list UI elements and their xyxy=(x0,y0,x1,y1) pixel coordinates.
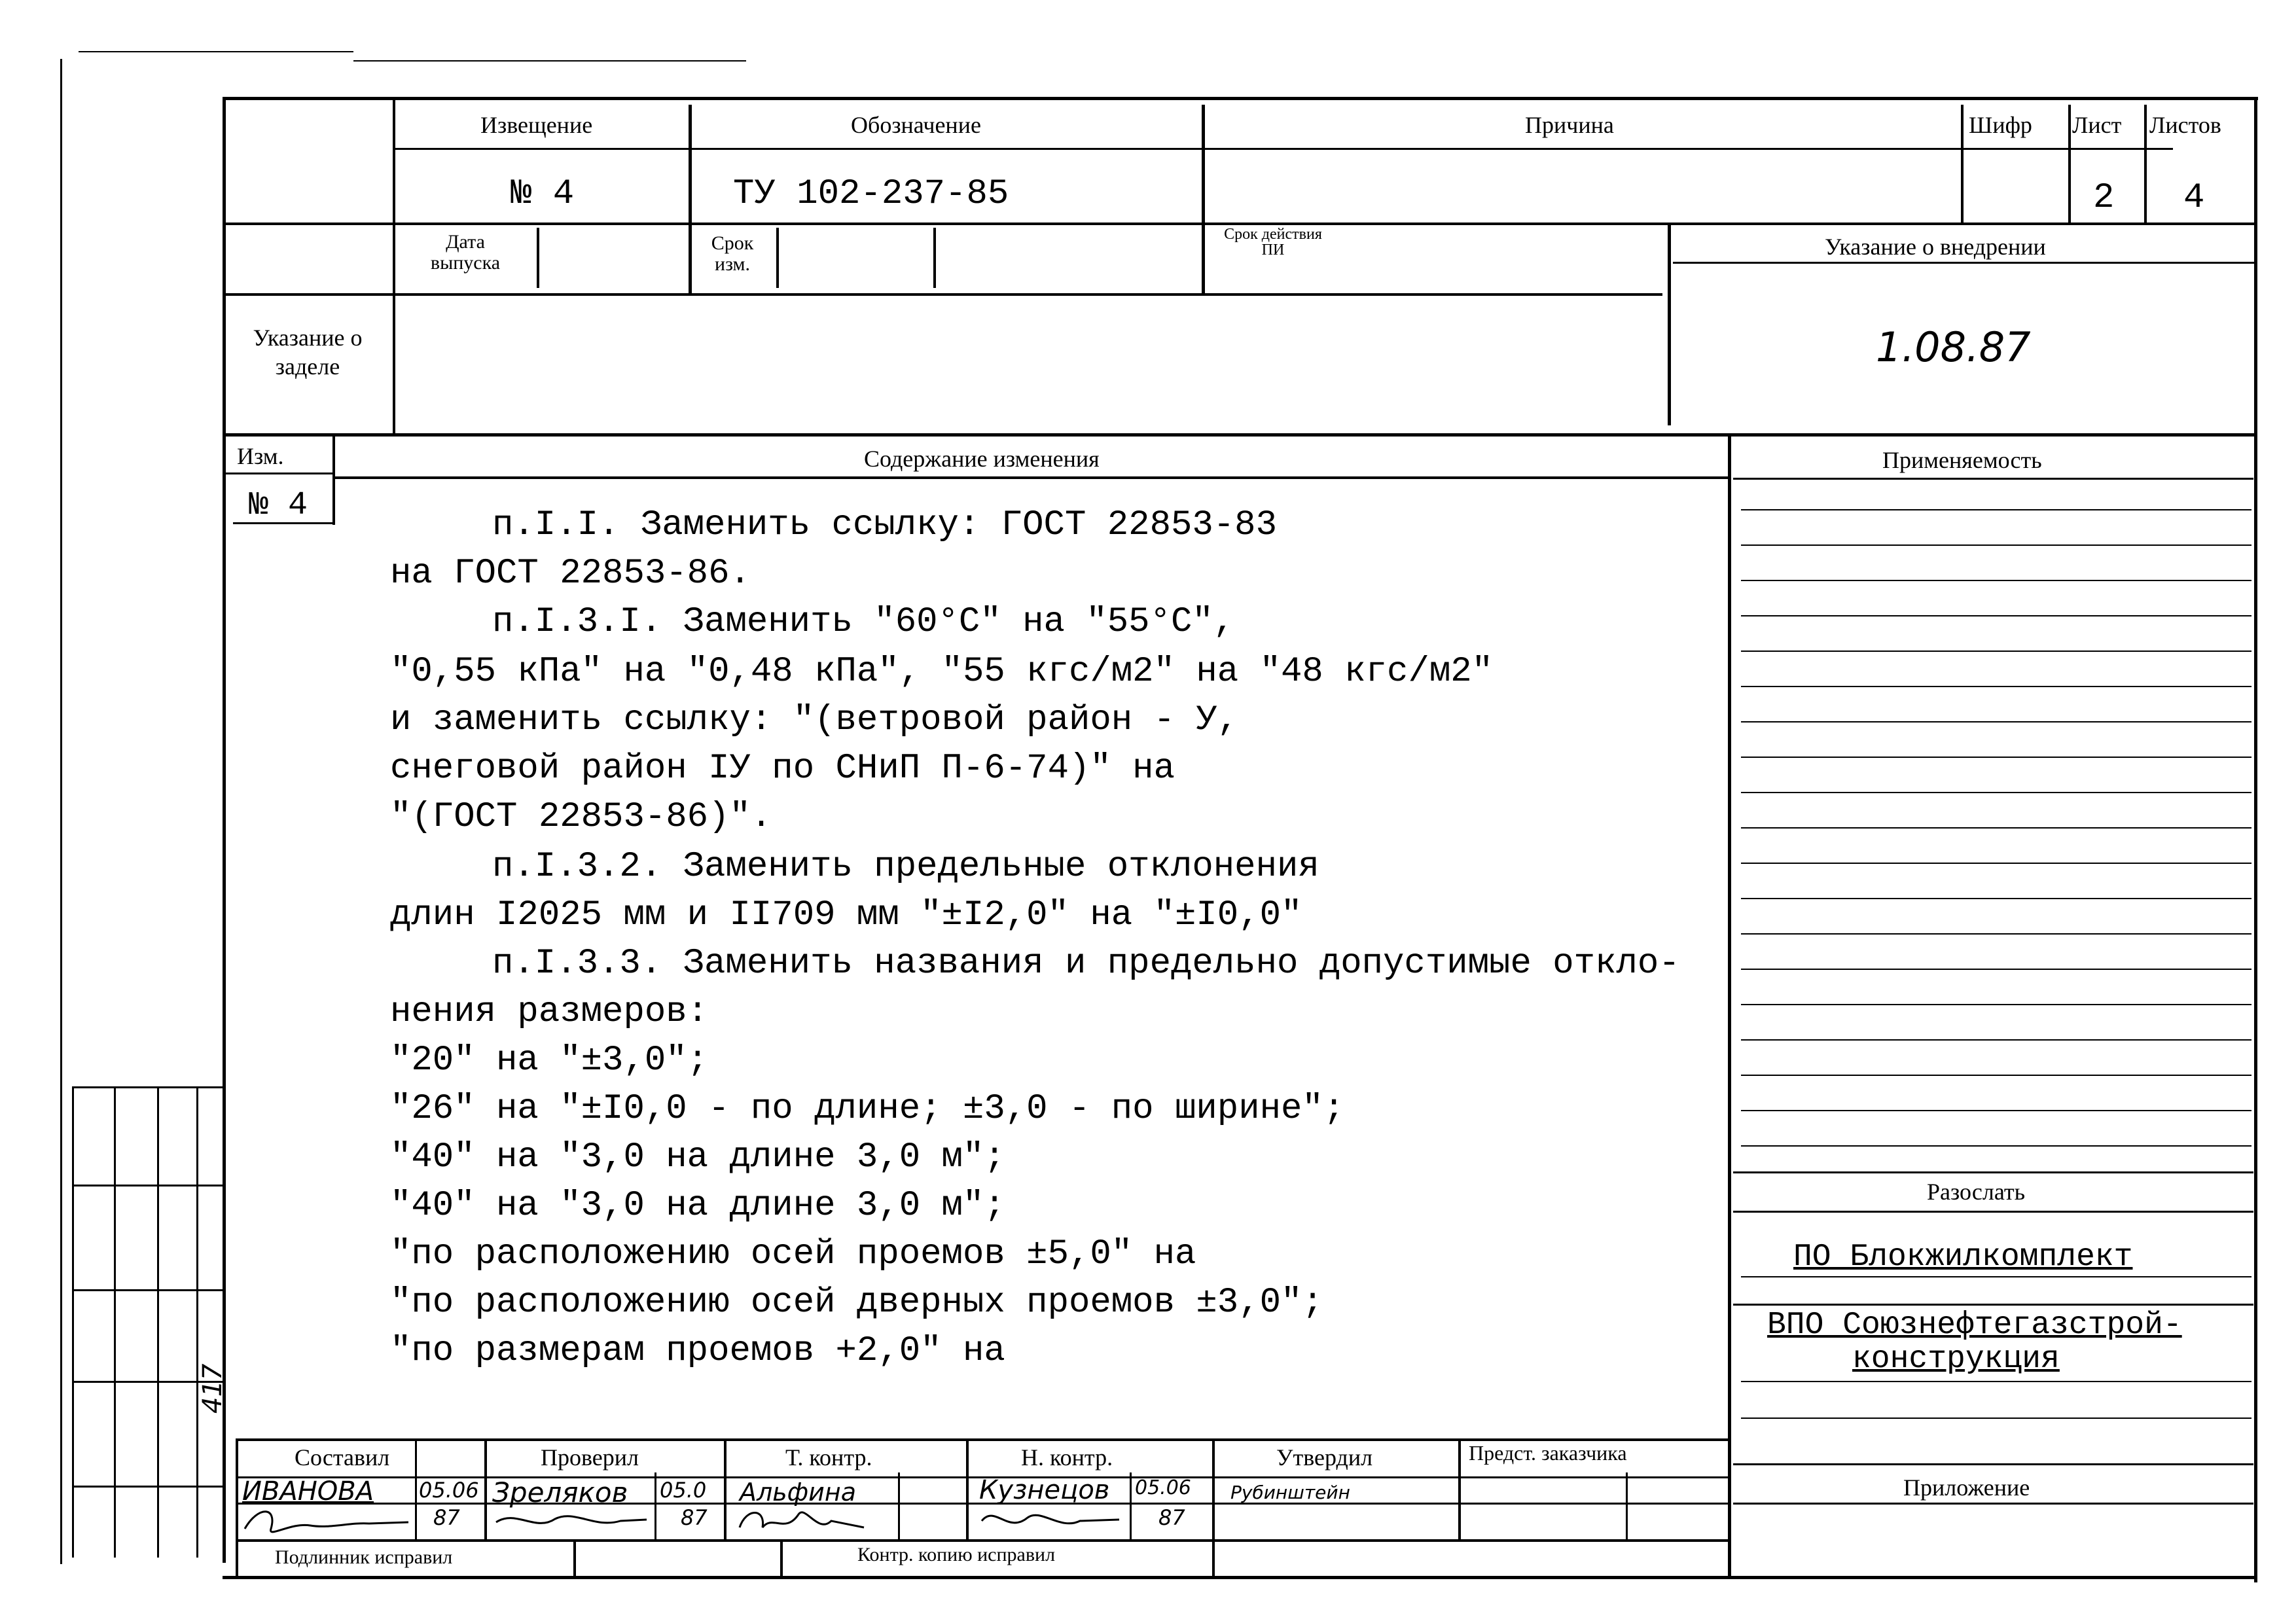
original-corrected-label: Подлинник исправил xyxy=(275,1546,453,1568)
footer-col xyxy=(484,1440,487,1539)
applicability-grid xyxy=(1741,933,2251,935)
recipient: ВПО Союзнефтегазстрой- xyxy=(1767,1308,2182,1343)
ncontrol-label: Н. контр. xyxy=(1021,1444,1113,1471)
change-text-line: п.I.3.2. Заменить предельные отклонения xyxy=(492,847,1319,887)
applicability-grid xyxy=(1733,1171,2253,1173)
frame-left xyxy=(223,97,226,1563)
send-label: Разослать xyxy=(1927,1179,2026,1205)
applicability-grid xyxy=(1741,509,2251,510)
recipient: конструкция xyxy=(1852,1342,2060,1377)
applicability-grid xyxy=(1741,1110,2251,1111)
attachment-label: Приложение xyxy=(1903,1474,2030,1501)
header-divider xyxy=(223,433,2257,437)
footer-col xyxy=(1212,1440,1215,1576)
change-term-label: Срок изм. xyxy=(711,232,754,275)
footer-col xyxy=(966,1440,969,1539)
footer-col xyxy=(1130,1472,1132,1539)
applicability-grid xyxy=(1741,1039,2251,1041)
footer-col xyxy=(898,1472,900,1539)
header-col xyxy=(537,228,539,288)
reason-label: Причина xyxy=(1525,112,1614,138)
frame-right xyxy=(2254,97,2257,1582)
change-text-line: "0,55 кПа" на "0,48 кПа", "55 кгс/м2" на "48 кгс/м2" xyxy=(390,652,1494,692)
header-col xyxy=(689,105,692,296)
applicability-grid xyxy=(1741,1276,2251,1277)
ncontrol-name: Кузнецов xyxy=(979,1475,1110,1505)
top-edge-line xyxy=(353,60,746,62)
applicability-grid xyxy=(1741,827,2251,829)
signature-compiled xyxy=(238,1503,415,1542)
change-text-line: на ГОСТ 22853-86. xyxy=(390,554,751,594)
change-text-line: "по расположению осей проемов ±5,0" на xyxy=(390,1234,1196,1274)
footer-col xyxy=(724,1440,726,1539)
checked-name: Зреляков xyxy=(492,1476,628,1508)
applicability-grid xyxy=(1741,1418,2251,1419)
header-divider xyxy=(223,293,1662,296)
header-col xyxy=(1668,223,1671,425)
checked-date: 05.0 xyxy=(660,1478,707,1503)
backlog-label: Указание о заделе xyxy=(253,325,363,380)
change-text-line: "(ГОСТ 22853-86)". xyxy=(390,797,772,837)
header-col xyxy=(2068,105,2071,223)
checked-date: 87 xyxy=(681,1505,708,1530)
sheet-value: 2 xyxy=(2093,178,2115,218)
applicability-grid xyxy=(1733,1463,2253,1465)
signature-ncontrol xyxy=(975,1501,1126,1541)
frame-top xyxy=(223,97,2258,100)
applicability-grid xyxy=(1741,721,2251,722)
header-col xyxy=(933,228,936,288)
change-text-line: п.I.3.I. Заменить "60°С" на "55°С", xyxy=(492,602,1235,642)
header-divider xyxy=(393,148,2173,150)
body-col xyxy=(332,433,335,525)
applicability-grid xyxy=(1733,1503,2253,1505)
applicability-grid xyxy=(1741,615,2251,616)
ncontrol-date: 87 xyxy=(1158,1505,1185,1530)
body-divider xyxy=(335,476,1731,479)
margin-note: 417 xyxy=(198,1363,228,1414)
content-label: Содержание изменения xyxy=(864,446,1100,472)
implementation-label: Указание о внедрении xyxy=(1825,234,2046,260)
change-no-value: № 4 xyxy=(249,487,308,524)
change-text-line: снеговой район IУ по СНиП П-6-74)" на xyxy=(390,749,1175,789)
signature-checked xyxy=(490,1503,653,1542)
change-text-line: "26" на "±I0,0 - по длине; ±3,0 - по ширине"; xyxy=(390,1089,1345,1129)
header-col xyxy=(776,228,779,288)
notice-label: Извещение xyxy=(480,112,593,138)
designation-label: Обозначение xyxy=(851,112,981,138)
checked-label: Проверил xyxy=(541,1444,639,1471)
change-text-line: нения размеров: xyxy=(390,992,709,1032)
compiled-name: ИВАНОВА xyxy=(242,1476,374,1507)
header-col xyxy=(2144,105,2147,223)
footer-col xyxy=(1458,1440,1461,1539)
compiled-label: Составил xyxy=(295,1444,390,1471)
applicability-grid xyxy=(1733,1304,2253,1306)
tcontrol-name: Альфина xyxy=(740,1478,856,1507)
ncontrol-date: 05.06 xyxy=(1135,1476,1191,1499)
margin-grid xyxy=(72,1289,225,1291)
footer-col xyxy=(780,1542,783,1576)
applicability-grid xyxy=(1741,544,2251,546)
margin-grid xyxy=(72,1486,225,1488)
change-text-line: и заменить ссылку: "(ветровой район - У, xyxy=(390,700,1239,740)
applicability-grid xyxy=(1741,1145,2251,1147)
issue-date-label: Дата выпуска xyxy=(430,231,501,274)
customer-label: Предст. заказчика xyxy=(1469,1441,1627,1465)
change-text-line: п.I.3.3. Заменить названия и предельно допустимые откло- xyxy=(492,944,1680,984)
applicability-grid xyxy=(1741,651,2251,652)
applicability-grid xyxy=(1741,686,2251,687)
applicability-grid xyxy=(1741,792,2251,793)
body-col xyxy=(1728,433,1731,1578)
frame-bottom xyxy=(223,1576,2257,1579)
footer-col xyxy=(573,1542,576,1576)
applicability-grid xyxy=(1741,1004,2251,1005)
compiled-date: 87 xyxy=(433,1505,460,1530)
left-edge-line xyxy=(60,59,62,1564)
applicability-grid xyxy=(1741,898,2251,899)
tcontrol-label: Т. контр. xyxy=(785,1444,872,1471)
implementation-value: 1.08.87 xyxy=(1876,323,2031,371)
applicability-grid xyxy=(1741,1075,2251,1076)
body-divider xyxy=(223,473,332,474)
header-divider xyxy=(223,223,2257,225)
change-text-line: "по расположению осей дверных проемов ±3,0"; xyxy=(390,1283,1323,1323)
top-edge-line xyxy=(79,51,353,52)
sheet-label: Лист xyxy=(2072,112,2122,138)
applicability-grid xyxy=(1741,969,2251,970)
header-divider xyxy=(1673,262,2255,264)
applicability-grid xyxy=(1733,478,2253,480)
signature-tcontrol xyxy=(733,1501,884,1541)
applicability-grid xyxy=(1741,863,2251,864)
margin-grid xyxy=(72,1086,225,1088)
notice-number: № 4 xyxy=(511,174,575,214)
applicability-label: Применяемость xyxy=(1882,447,2042,473)
copy-corrected-label: Контр. копию исправил xyxy=(857,1544,1056,1565)
header-col xyxy=(1961,105,1964,223)
applicability-grid xyxy=(1733,1211,2253,1213)
applicability-grid xyxy=(1741,1381,2251,1382)
footer-col xyxy=(655,1472,656,1539)
change-text-line: "40" на "3,0 на длине 3,0 м"; xyxy=(390,1186,1005,1226)
cipher-label: Шифр xyxy=(1969,112,2032,138)
approved-name: Рубинштейн xyxy=(1230,1482,1350,1503)
footer-col xyxy=(415,1440,417,1539)
change-text-line: "по размерам проемов +2,0" на xyxy=(390,1331,1005,1371)
designation-value: ТУ 102-237-85 xyxy=(733,174,1009,214)
change-text-line: п.I.I. Заменить ссылку: ГОСТ 22853-83 xyxy=(492,505,1277,545)
change-text-line: длин I2025 мм и II709 мм "±I2,0" на "±I0,0" xyxy=(390,895,1302,935)
applicability-grid xyxy=(1741,757,2251,758)
applicability-grid xyxy=(1741,580,2251,581)
header-col xyxy=(1202,105,1205,296)
compiled-date: 05.06 xyxy=(419,1478,479,1503)
sheets-value: 4 xyxy=(2183,178,2205,218)
header-col xyxy=(393,97,395,433)
approved-label: Утвердил xyxy=(1276,1444,1373,1471)
change-text-line: "20" на "±3,0"; xyxy=(390,1041,709,1080)
sheets-label: Листов xyxy=(2149,112,2221,138)
margin-grid xyxy=(72,1185,225,1186)
change-no-label: Изм. xyxy=(237,443,284,469)
footer-col xyxy=(1626,1472,1628,1539)
change-text-line: "40" на "3,0 на длине 3,0 м"; xyxy=(390,1137,1005,1177)
recipient: ПО Блокжилкомплект xyxy=(1793,1240,2133,1275)
pi-term-label: Срок действия ПИ xyxy=(1224,226,1322,259)
